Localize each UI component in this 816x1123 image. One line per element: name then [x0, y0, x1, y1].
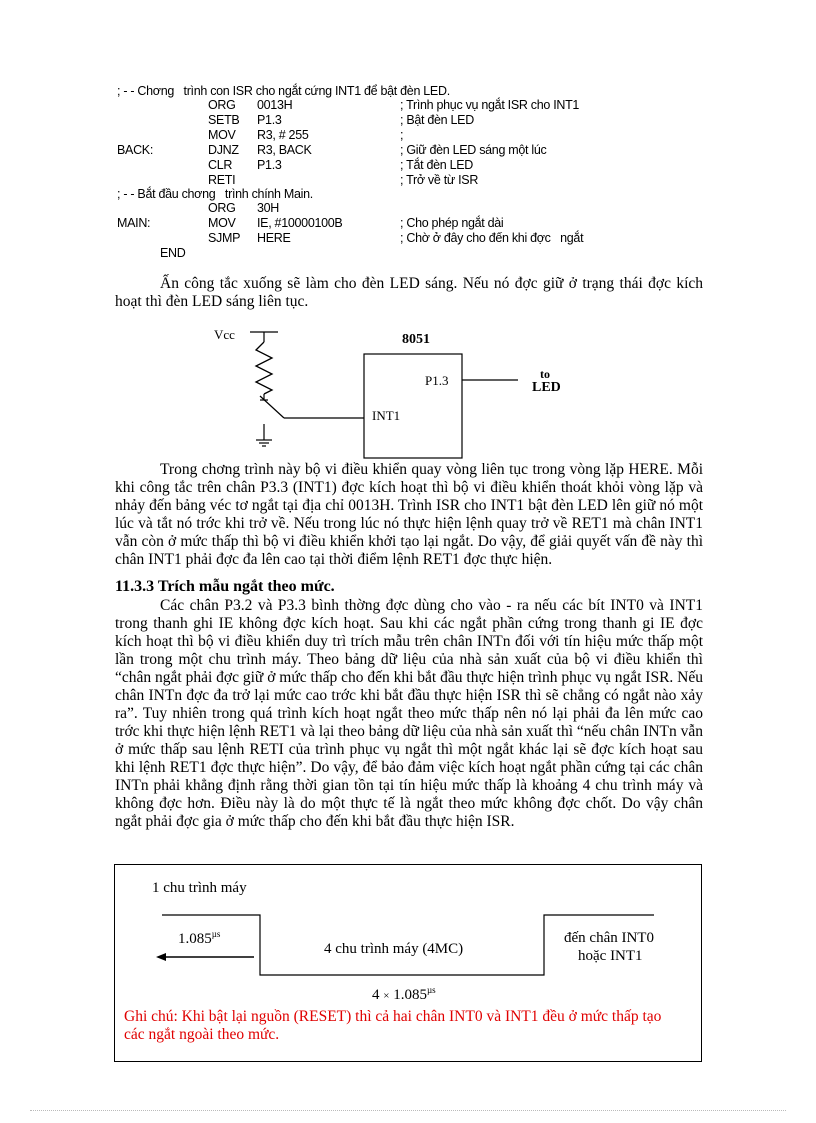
code-cmt: ; Tắt đèn LED: [400, 158, 473, 172]
code-cmt: ; Giữ đèn LED sáng một lúc: [400, 143, 547, 157]
cycle-label: 1 chu trình máy: [152, 880, 247, 896]
resistor-icon: [256, 342, 272, 394]
code-arg: R3, BACK: [257, 143, 312, 157]
code-op: SETB: [208, 113, 240, 127]
section-heading: 11.3.3 Trích mẫu ngắt theo mức.: [115, 578, 335, 595]
page-footer-rule: [30, 1110, 786, 1111]
code-cmt: ; Cho phép ngắt dài: [400, 216, 504, 230]
code-label: MAIN:: [117, 216, 151, 230]
code-cmt: ; Trở về từ ISR: [400, 173, 479, 187]
code-op: RETI: [208, 173, 236, 187]
pin-p13-label: P1.3: [425, 373, 449, 388]
total-time-label: [372, 985, 436, 1004]
code-arg: P1.3: [257, 113, 282, 127]
code-arg: P1.3: [257, 158, 282, 172]
code-arg: R3, # 255: [257, 128, 309, 142]
paragraph-level-sampling: [115, 597, 703, 831]
period-label: [178, 929, 220, 948]
code-cmt: ;: [400, 128, 404, 142]
switch-lever-icon: [260, 396, 284, 418]
period-unit: µs: [211, 929, 221, 939]
code-label: BACK:: [117, 143, 154, 157]
period-value: 1.085: [178, 931, 212, 947]
code-end: END: [160, 246, 186, 260]
code-op: MOV: [208, 128, 236, 142]
to-label: to: [540, 367, 550, 381]
paragraph-text: Các chân P3.2 và P3.3 bình thờng đợc dùng cho vào - ra nếu các bít INT0 và INT1 trong thanh ghi IE không đợc kích hoạt. Sau khi các ngắt phần cứng trong thanh gi IE đợc kích hoạt thì bộ vi điều khiển duy trì trích mẫu trên chân INTn đối với tín hiệu mức thấp một lần trong một chu trình máy. Theo bảng dữ liệu của nhà sản xuất của bộ vi điều khiển thì “chân ngắt phải đợc giữ ở mức thấp cho đến khi bắt đầu thực hiện trình phục vụ ngắt ISR. Nếu chân INTn đợc đa trở lại mức cao trớc khi bắt đầu thực hiện ISR thì sẽ chẳng có ngắt nào xảy ra”. Tuy nhiên trong quá trình kích hoạt ngắt theo mức thấp nên nó lại phải đa lên mức cao trớc khi thực hiện lệnh RET1 và lại theo bảng dữ liệu của nhà sản xuất thì “nếu chân INTn vẫn ở mức thấp sau lệnh RETI của trình phục vụ ngắt thì một ngắt khác lại sẽ đợc kích hoạt sau khi lệnh RET1 đợc thực hiện”. Do vậy, để bảo đảm việc kích hoạt ngắt phần cứng tại các chân INTn phải khẳng định rằng thời gian tồn tại tín hiệu mức thấp là khoảng 4 chu trình máy và không đợc hơn. Điều này là do một thực tế là ngắt theo mức không đợc chốt. Do vậy chân ngắt phải đợc gia ở mức thấp cho đến khi bắt đầu thực hiện ISR.: [115, 597, 703, 830]
chip-label: 8051: [402, 332, 430, 347]
paragraph-text: Trong chơng trình này bộ vi điều khiển quay vòng liên tục trong vòng lặp HERE. Mỗi khi công tắc trên chân P3.3 (INT1) đợc kích hoạt thì bộ vi điều khiển thoát khỏi vòng lặp và nhảy đến bảng véc tơ ngắt tại địa chỉ 0013H. Trình ISR cho INT1 bật đèn LED lên giữ nó một lúc và tắt nó trớc khi trở về. Nếu trong lúc nó thực hiện lệnh quay trở về RET1 mà chân INT1 vẫn còn ở mức thấp thì bộ vi điều khiển khởi tạo lại ngắt. Do vậy, để giải quyết vấn đề này thì chân INT1 phải đợc đa lên cao tại thời điểm lệnh RET1 đợc thực hiện.: [115, 461, 703, 568]
led-label: LED: [532, 380, 561, 395]
code-op: CLR: [208, 158, 233, 172]
code-op: ORG: [208, 201, 236, 215]
code-cmt: ; Trình phục vụ ngắt ISR cho INT1: [400, 98, 580, 112]
code-cmt: ; Bật đèn LED: [400, 113, 474, 127]
code-comment-main: ; - - Bắt đầu chơng trình chính Main.: [117, 187, 313, 201]
code-cmt: ; Chờ ở đây cho đến khi đợc ngắt: [400, 231, 584, 245]
total-value: 1.085: [393, 987, 427, 1003]
code-op: SJMP: [208, 231, 241, 245]
paragraph-text: Ấn công tắc xuống sẽ làm cho đèn LED sáng. Nếu nó đợc giữ ở trạng thái đợc kích hoạt thì đèn LED sáng liên tục.: [115, 275, 703, 310]
paragraph-explanation: [115, 461, 703, 569]
pin-label-line1: đến chân INT0: [564, 930, 654, 946]
total-unit: µs: [426, 985, 436, 995]
code-arg: IE, #10000100B: [257, 216, 343, 230]
code-op: ORG: [208, 98, 236, 112]
paragraph-led-intro: [115, 275, 703, 311]
code-op: MOV: [208, 216, 236, 230]
times-sign: ×: [383, 990, 390, 1002]
pin-label-line2: hoặc INT1: [578, 948, 643, 964]
pin-int1-label: INT1: [372, 408, 401, 423]
code-arg: 0013H: [257, 98, 293, 112]
code-arg: 30H: [257, 201, 280, 215]
pin-label: [564, 929, 654, 965]
code-comment-isr: ; - - Chơng trình con ISR cho ngắt cứng INT1 để bật đèn LED.: [117, 84, 450, 98]
code-arg: HERE: [257, 231, 291, 245]
arrow-left-icon: [156, 953, 166, 961]
four-cycles-label: 4 chu trình máy (4MC): [324, 941, 464, 957]
total-prefix: 4: [372, 987, 380, 1003]
vcc-label: Vcc: [214, 327, 235, 342]
chip-8051-box: [364, 354, 462, 458]
red-note: Ghi chú: Khi bật lại nguồn (RESET) thì cả hai chân INT0 và INT1 đều ở mức thấp tạo các ngắt ngoài theo mức.: [124, 1008, 662, 1043]
code-op: DJNZ: [208, 143, 239, 157]
